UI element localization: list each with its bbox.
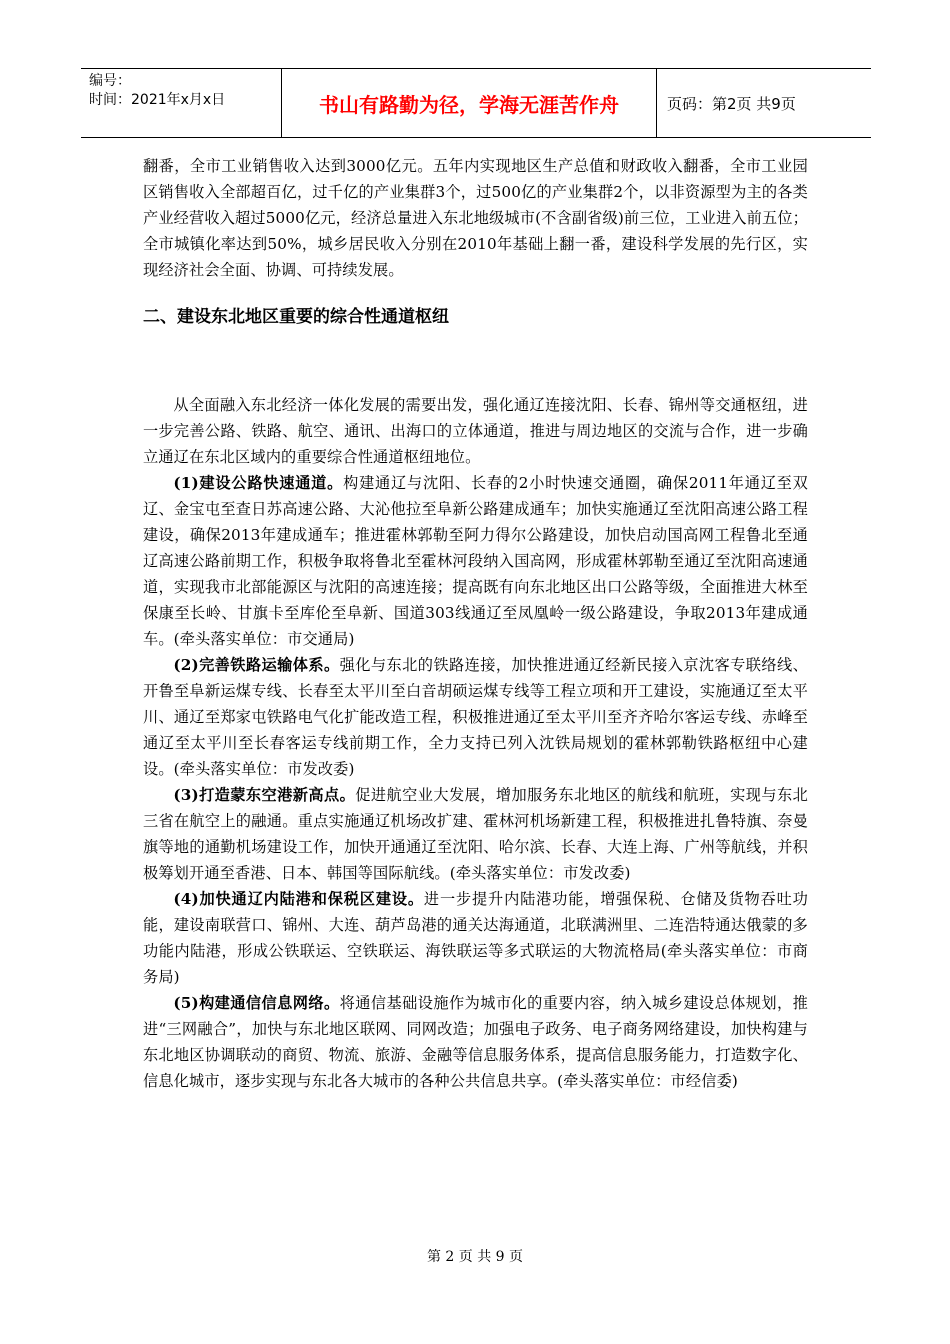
list-item-title: (3)打造蒙东空港新高点。 [173, 786, 356, 804]
paragraph-lead: 从全面融入东北经济一体化发展的需要出发，强化通辽连接沈阳、长春、锦州等交通枢纽，进一步完善公路、铁路、航空、通讯、出海口的立体通道，推进与周边地区的交流与合作，进一步确立通辽在东北区域内的重要综合性通道枢纽地位。 [143, 396, 808, 466]
section-heading: 二、建设东北地区重要的综合性通道枢纽 [143, 307, 449, 327]
header-page-number: 页码：第2页 共9页 [667, 94, 796, 113]
list-item-text: 将通信基础设施作为城市化的重要内容，纳入城乡建设总体规划，推进“三网融合”，加快与东北地区联网、同网改造；加强电子政务、电子商务网络建设，加快构建与东北地区协调联动的商贸、物流、旅游、金融等信息服务体系，提高信息服务能力，打造数字化、信息化城市，逐步实现与东北各大城市的各种公共信息共享。(牵头落实单位：市经信委) [143, 994, 808, 1090]
page-footer: 第 2 页 共 9 页 [426, 1249, 524, 1265]
document-number-label: 编号： [89, 73, 131, 89]
list-item-text: 进一步提升内陆港功能，增强保税、仓储及货物吞吐功能，建设南联营口、锦州、大连、葫芦岛港的通关达海通道，北联满洲里、二连浩特通达俄蒙的多功能内陆港，形成公铁联运、空铁联运、海铁联运等多式联运的大物流格局(牵头落实单位：市商务局) [143, 890, 808, 986]
list-item-title: (2)完善铁路运输体系。 [173, 656, 340, 674]
header-meta-cell [81, 69, 282, 137]
list-item [143, 470, 808, 652]
document-date-label: 时间：2021年x月x日 [89, 92, 226, 108]
list-item-text: 促进航空业大发展，增加服务东北地区的航线和航班，实现与东北三省在航空上的融通。重点实施通辽机场改扩建、霍林河机场新建工程，积极推进扎鲁特旗、奈曼旗等地的通勤机场建设工作，加快开通通辽至沈阳、哈尔滨、长春、大连上海、广州等航线，并积极筹划开通至香港、日本、韩国等国际航线。(牵头落实单位：市发改委) [143, 786, 808, 882]
list-item [143, 782, 808, 886]
header-motto: 书山有路勤为径，学海无涯苦作舟 [282, 69, 657, 137]
list-item-text: 构建通辽与沈阳、长春的2小时快速交通圈，确保2011年通辽至双辽、金宝屯至查日苏高速公路、大沁他拉至阜新公路建成通车；加快实施通辽至沈阳高速公路工程建设，确保2013年建成通车；推进霍林郭勒至阿力得尔公路建设，加快启动国高网工程鲁北至通辽高速公路前期工作，积极争取将鲁北至霍林河段纳入国高网，形成霍林郭勒至通辽至沈阳高速通道，实现我市北部能源区与沈阳的高速连接；提高既有向东北地区出口公路等级，全面推进大林至保康至长岭、甘旗卡至库伦至阜新、国道303线通辽至凤凰岭一级公路建设，争取2013年建成通车。(牵头落实单位：市交通局) [143, 474, 808, 648]
list-item [143, 652, 808, 782]
list-item [143, 990, 808, 1094]
list-item-text: 强化与东北的铁路连接，加快推进通辽经新民接入京沈客专联络线、开鲁至阜新运煤专线、长春至太平川至白音胡硕运煤专线等工程立项和开工建设，实施通辽至太平川、通辽至郑家屯铁路电气化扩能改造工程，积极推进通辽至太平川至齐齐哈尔客运专线、赤峰至通辽至太平川至长春客运专线前期工作，全力支持已列入沈铁局规划的霍林郭勒铁路枢纽中心建设。(牵头落实单位：市发改委) [143, 656, 808, 778]
list-item-title: (4)加快通辽内陆港和保税区建设。 [173, 890, 424, 908]
paragraph-intro: 翻番，全市工业销售收入达到3000亿元。五年内实现地区生产总值和财政收入翻番，全市工业园区销售收入全部超百亿，过千亿的产业集群3个，过500亿的产业集群2个，以非资源型为主的各类产业经营收入超过5000亿元，经济总量进入东北地级城市(不含副省级)前三位，工业进入前五位；全市城镇化率达到50%，城乡居民收入分别在2010年基础上翻一番，建设科学发展的先行区，实现经济社会全面、协调、可持续发展。 [143, 157, 808, 279]
list-item-title: (5)构建通信信息网络。 [173, 994, 340, 1012]
header-table [81, 68, 871, 138]
list-item-title: (1)建设公路快速通道。 [173, 474, 344, 492]
document-body [143, 153, 808, 1094]
list-item [143, 886, 808, 990]
